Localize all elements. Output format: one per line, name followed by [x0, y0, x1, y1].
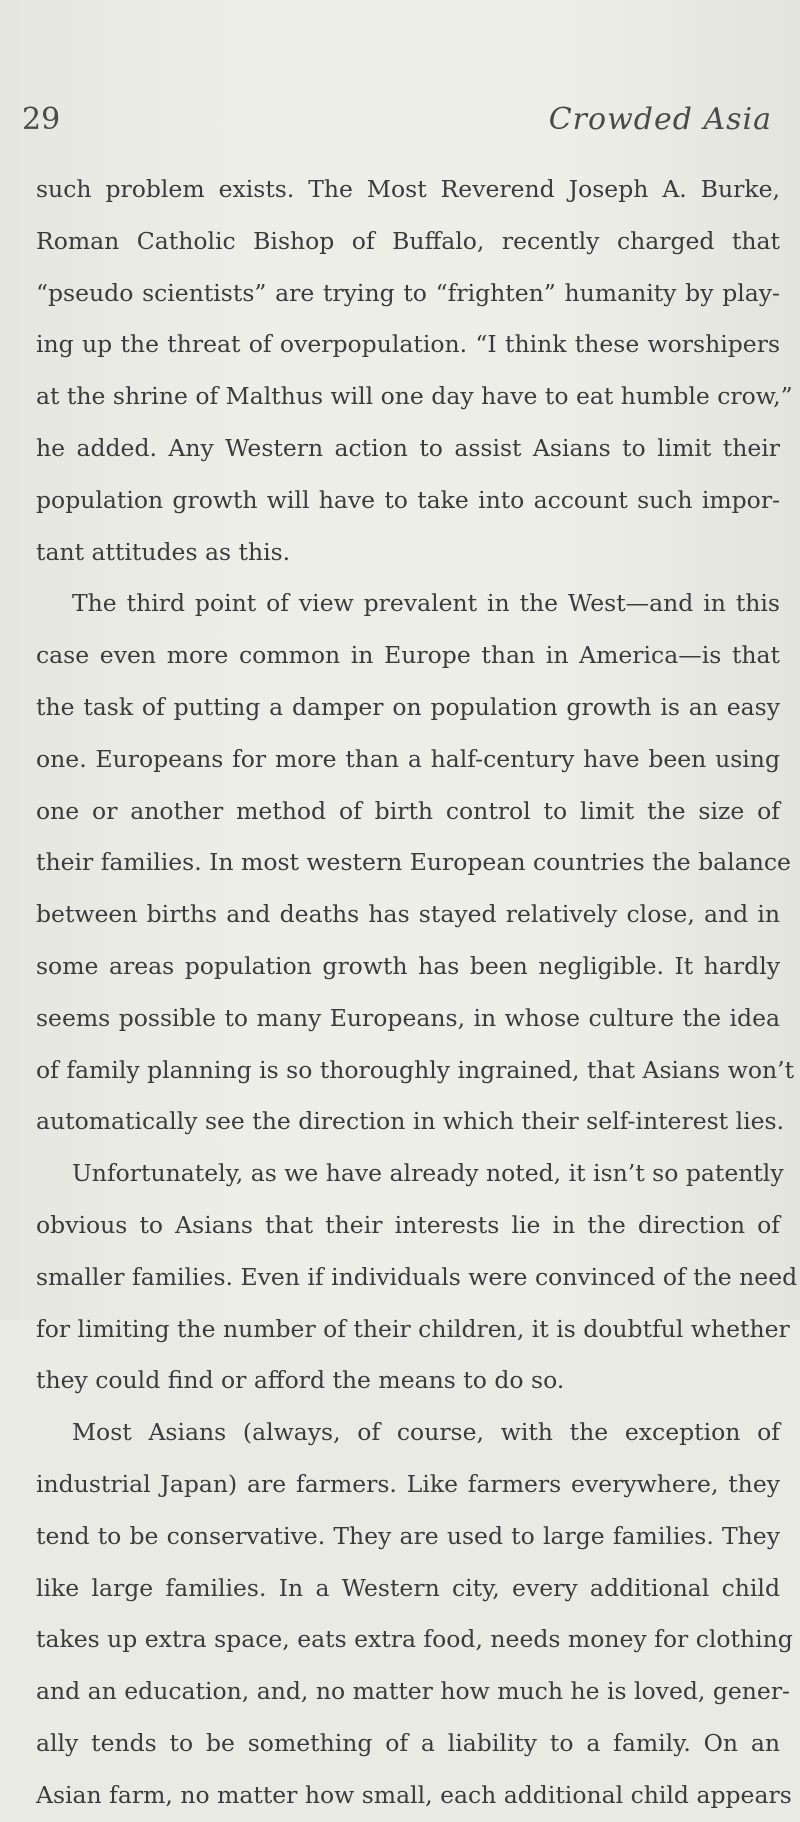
text-line: and an education, and, no matter how much he is loved, gener-: [36, 1677, 790, 1706]
text-line: tant attitudes as this.: [36, 537, 291, 566]
text-line: Asian farm, no matter how small, each additional child appears: [36, 1780, 792, 1809]
text-line: such problem exists. The Most Reverend Joseph A. Burke,: [36, 175, 780, 203]
text-line: like large families. In a Western city, every additional child: [36, 1573, 780, 1602]
text-line: smaller families. Even if individuals were convinced of the need: [36, 1262, 798, 1291]
text-line: seems possible to many Europeans, in whose culture the idea: [36, 1003, 780, 1032]
text-line: “pseudo scientists” are trying to “frighten” humanity by play-: [36, 278, 780, 307]
text-line: one or another method of birth control to limit the size of: [36, 796, 780, 825]
text-line: ing up the threat of overpopulation. “I think these worshipers: [36, 330, 780, 359]
text-line: industrial Japan) are farmers. Like farmers everywhere, they: [36, 1469, 780, 1498]
text-line: for limiting the number of their children, it is doubtful whether: [36, 1314, 790, 1343]
page-number: 29: [22, 102, 61, 137]
text-line: automatically see the direction in which their self-interest lies.: [36, 1107, 785, 1136]
text-line: The third point of view prevalent in the West—and in this: [72, 589, 780, 618]
text-line: of family planning is so thoroughly ingrained, that Asians won’t: [36, 1055, 795, 1084]
text-line: Unfortunately, as we have already noted, it isn’t so patently: [72, 1159, 784, 1188]
text-line: Roman Catholic Bishop of Buffalo, recently charged that: [36, 226, 780, 255]
text-line: one. Europeans for more than a half-century have been using: [36, 744, 780, 773]
text-line: between births and deaths has stayed relatively close, and in: [36, 900, 780, 929]
body-text: [36, 164, 798, 1822]
text-line: case even more common in Europe than in America—is that: [36, 641, 780, 670]
text-line: takes up extra space, eats extra food, needs money for clothing: [36, 1625, 793, 1654]
text-line: at the shrine of Malthus will one day have to eat humble crow,”: [36, 382, 793, 411]
page-header: [0, 100, 800, 160]
text-line: he added. Any Western action to assist Asians to limit their: [36, 433, 780, 462]
text-line: Most Asians (always, of course, with the exception of: [72, 1418, 780, 1447]
text-line: some areas population growth has been negligible. It hardly: [36, 951, 780, 980]
text-line: tend to be conservative. They are used to large families. They: [36, 1521, 780, 1550]
text-line: population growth will have to take into account such impor-: [36, 485, 780, 514]
text-line: obvious to Asians that their interests lie in the direction of: [36, 1210, 780, 1239]
running-title: Crowded Asia: [548, 102, 772, 137]
text-line: ally tends to be something of a liability to a family. On an: [36, 1728, 780, 1757]
text-line: their families. In most western European countries the balance: [36, 848, 791, 877]
text-line: they could find or afford the means to do so.: [36, 1366, 565, 1395]
text-line: the task of putting a damper on population growth is an easy: [36, 692, 780, 721]
